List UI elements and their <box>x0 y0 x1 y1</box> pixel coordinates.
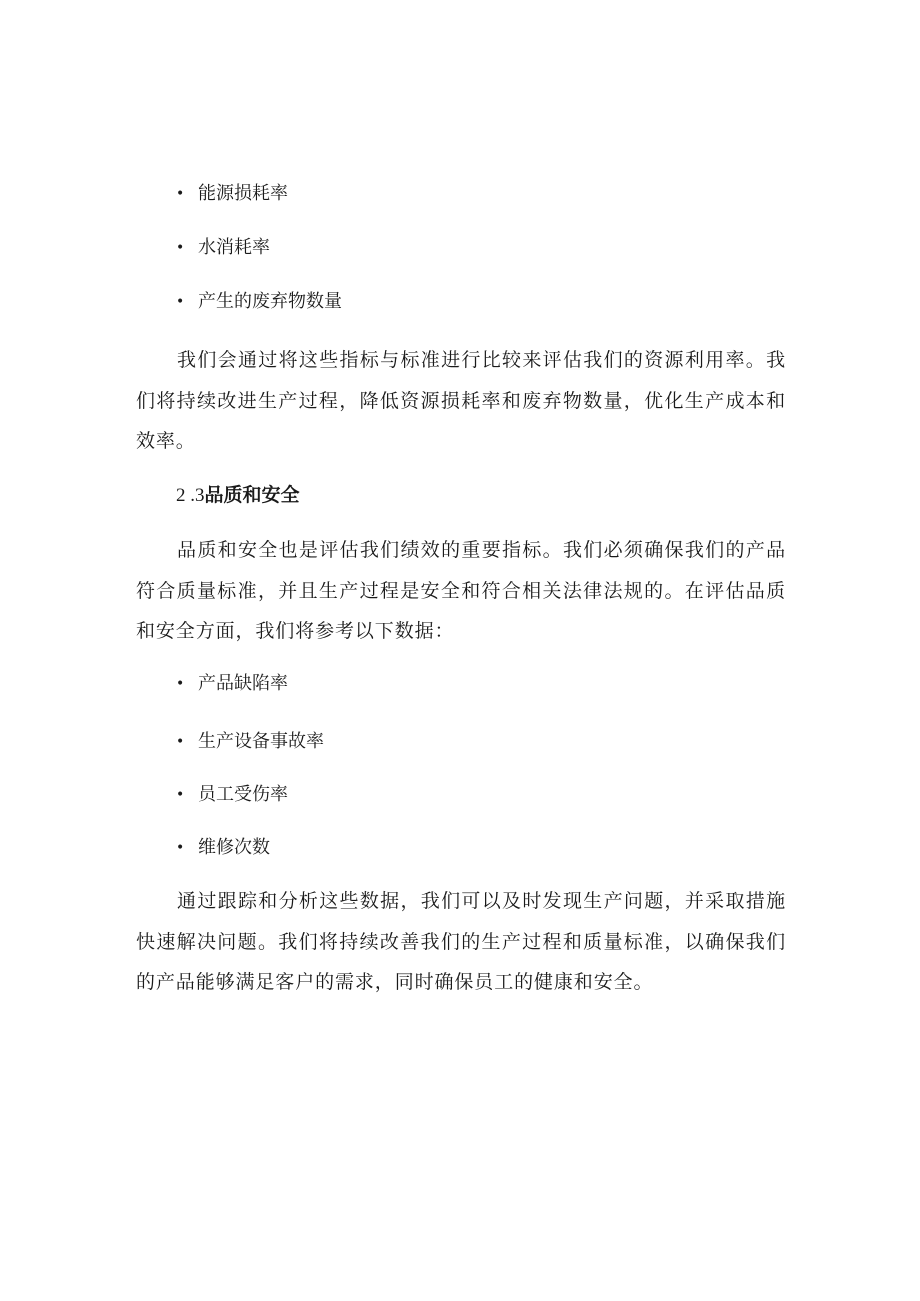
list-item-text: 维修次数 <box>198 837 270 858</box>
list-item <box>176 783 288 807</box>
list-item <box>176 290 342 314</box>
list-item-text: 生产设备事故率 <box>198 731 324 752</box>
list-item-text: 产品缺陷率 <box>198 673 288 694</box>
paragraph-resource-utilization: 我们会通过将这些指标与标准进行比较来评估我们的资源利用率。我们将持续改进生产过程，降低资源损耗率和废弃物数量，优化生产成本和效率。 <box>136 349 786 452</box>
list-item <box>176 730 324 754</box>
bullet-marker: • <box>176 734 185 750</box>
list-item <box>176 182 288 206</box>
section-heading <box>176 482 300 509</box>
list-item <box>176 672 288 696</box>
list-item-text: 水消耗率 <box>198 237 270 258</box>
list-item <box>176 836 270 860</box>
bullet-marker: • <box>176 840 185 856</box>
bullet-marker: • <box>176 186 185 202</box>
bullet-marker: • <box>176 294 185 310</box>
section-title: 品质和安全 <box>204 484 300 506</box>
bullet-marker: • <box>176 787 185 803</box>
list-item-text: 产生的废弃物数量 <box>198 291 342 312</box>
list-item-text: 能源损耗率 <box>198 183 288 204</box>
section-number: 2 .3 <box>176 485 205 506</box>
paragraph-quality-safety: 品质和安全也是评估我们绩效的重要指标。我们必须确保我们的产品符合质量标准，并且生产过程是安全和符合相关法律法规的。在评估品质和安全方面，我们将参考以下数据： <box>136 539 786 642</box>
bullet-marker: • <box>176 676 185 692</box>
paragraph-tracking-analysis: 通过跟踪和分析这些数据，我们可以及时发现生产问题，并采取措施快速解决问题。我们将持续改善我们的生产过程和质量标准，以确保我们的产品能够满足客户的需求，同时确保员工的健康和安全。 <box>136 890 786 993</box>
list-item-text: 员工受伤率 <box>198 784 288 805</box>
bullet-marker: • <box>176 240 185 256</box>
list-item <box>176 236 270 260</box>
